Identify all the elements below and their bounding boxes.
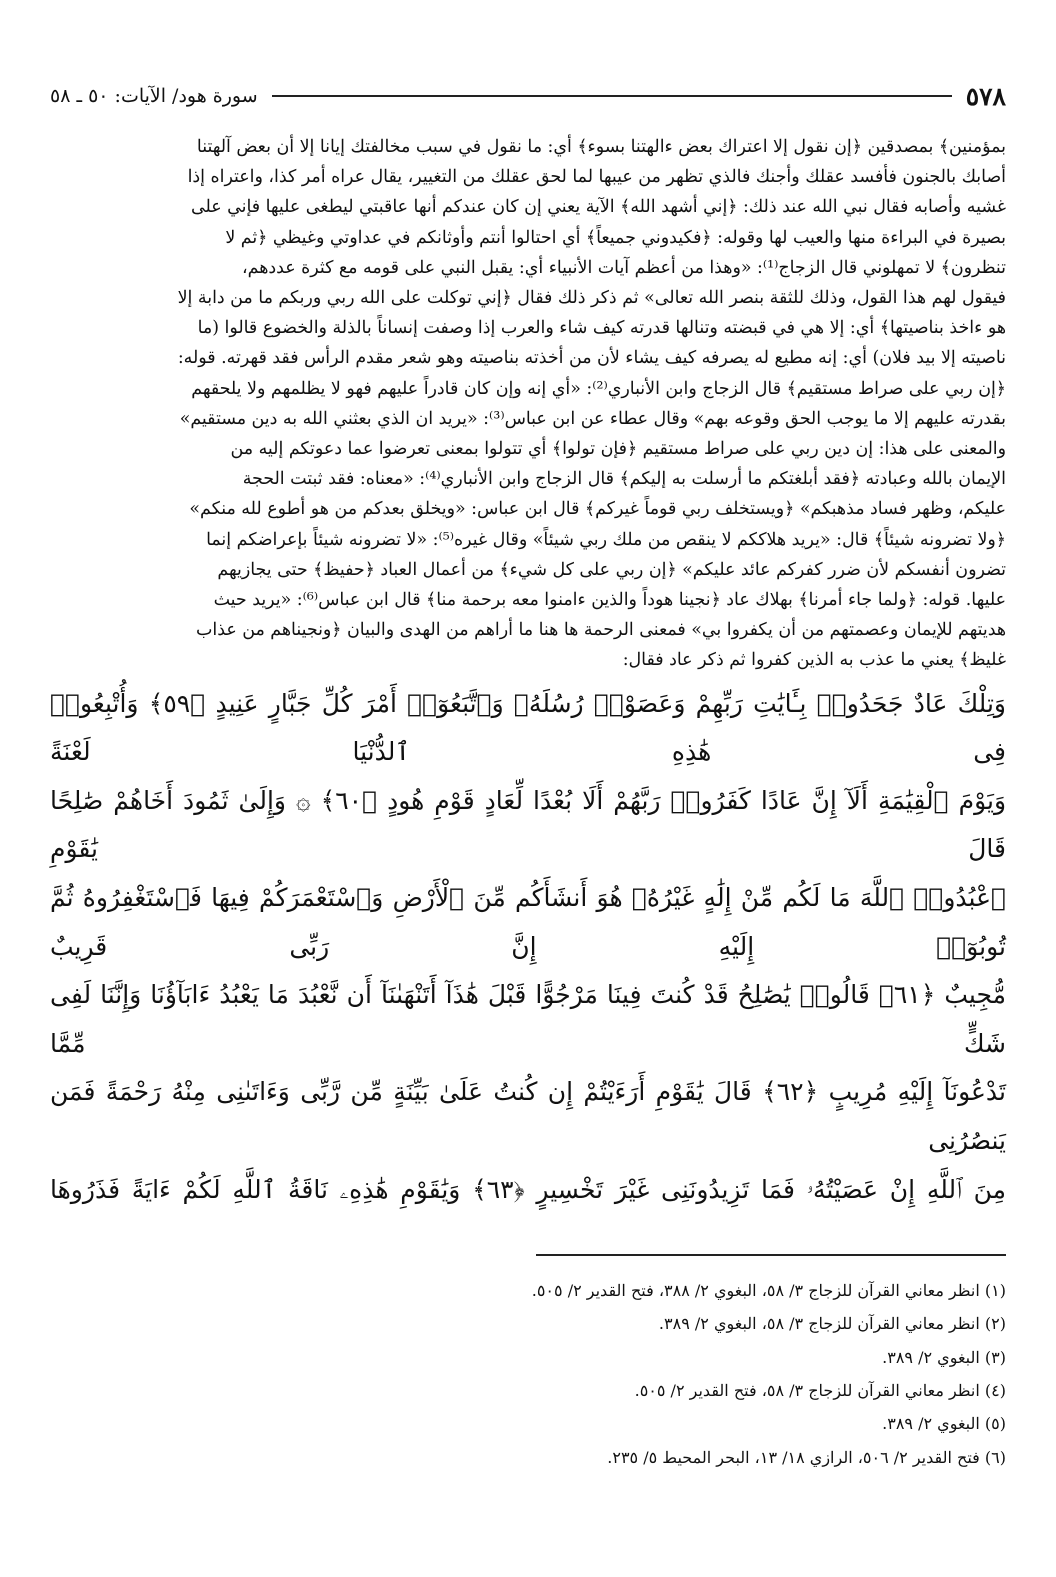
footnote-6: (٦) فتح القدير ٢/ ٥٠٦، الرازي ١٨/ ١٣، البحر المحيط ٥/ ٢٣٥.: [607, 1447, 1006, 1467]
footnote-5: (٥) البغوي ٢/ ٣٨٩.: [882, 1414, 1006, 1434]
footnote-1: (١) انظر معاني القرآن للزجاج ٣/ ٥٨، البغوي ٢/ ٣٨٨، فتح القدير ٢/ ٥٠٥.: [531, 1281, 1006, 1301]
page-header: [50, 78, 1006, 114]
quran-verses: وَتِلْكَ عَادٌ جَحَدُوا۟ بِـَٔايَٰتِ رَبِّهِمْ وَعَصَوْا۟ رُسُلَهُۥ وَٱتَّبَعُوٓا۟ أَمْرَ كُلِّ جَبَّارٍ عَنِيدٍ ﴿٥٩﴾ وَأُتْبِعُوا۟ فِى هَٰذِهِ ٱلدُّنْيَا لَعْنَةً وَيَوْمَ ٱلْقِيَٰمَةِ أَلَآ إِنَّ عَادًا كَفَرُوا۟ رَبَّهُمْ أَلَا بُعْدًا لِّعَادٍ قَوْمِ هُودٍ ﴿٦٠﴾ ۞ وَإِلَىٰ ثَمُودَ أَخَاهُمْ صَٰلِحًا قَالَ يَٰقَوْمِ ٱعْبُدُوا۟ ٱللَّهَ مَا لَكُم مِّنْ إِلَٰهٍ غَيْرُهُۥ هُوَ أَنشَأَكُم مِّنَ ٱلْأَرْضِ وَٱسْتَعْمَرَكُمْ فِيهَا فَٱسْتَغْفِرُوهُ ثُمَّ تُوبُوٓا۟ إِلَيْهِ إِنَّ رَبِّى قَرِيبٌ مُّجِيبٌ ﴿٦١﴾ قَالُوا۟ يَٰصَٰلِحُ قَدْ كُنتَ فِينَا مَرْجُوًّا قَبْلَ هَٰذَآ أَتَنْهَىٰنَآ أَن نَّعْبُدَ مَا يَعْبُدُ ءَابَآؤُنَا وَإِنَّنَا لَفِى شَكٍّ مِّمَّا تَدْعُونَآ إِلَيْهِ مُرِيبٍ ﴿٦٢﴾ قَالَ يَٰقَوْمِ أَرَءَيْتُمْ إِن كُنتُ عَلَىٰ بَيِّنَةٍ مِّن رَّبِّى وَءَاتَىٰنِى مِنْهُ رَحْمَةً فَمَن يَنصُرُنِى مِنَ ٱللَّهِ إِنْ عَصَيْتُهُۥ فَمَا تَزِيدُونَنِى غَيْرَ تَخْسِيرٍ ﴿٦٣﴾ وَيَٰقَوْمِ هَٰذِهِۦ نَاقَةُ ٱللَّهِ لَكُمْ ءَايَةً فَذَرُوهَا: [50, 688, 1007, 1204]
page-number: ٥٧٨: [965, 81, 1006, 111]
footnote-separator: [536, 1254, 1006, 1256]
footnotes: [50, 1274, 1006, 1474]
surah-title: سورة هود/ الآيات: ٥٠ ـ ٥٨: [50, 85, 258, 107]
footnote-4: (٤) انظر معاني القرآن للزجاج ٣/ ٥٨، فتح القدير ٢/ ٥٠٥.: [634, 1381, 1006, 1401]
header-rule: [272, 95, 952, 97]
footnote-2: (٢) انظر معاني القرآن للزجاج ٣/ ٥٨، البغوي ٢/ ٣٨٩.: [658, 1314, 1006, 1334]
commentary-text: بمؤمنين﴾ بمصدقين ﴿إن نقول إلا اعتراك بعض ءالهتنا بسوء﴾ أي: ما نقول في سبب مخالفتك إيانا إلا أن بعض آلهتنا أصابك بالجنون فأفسد عقلك وأجنك فالذي تظهر من عيبها لما لحق عقلك من التغيير، يقال عراه أمر كذا، واعتراه إذا غشيه وأصابه فقال نبي الله عند ذلك: ﴿إني أشهد الله﴾ الآية يعني إن كان عندكم أنها عاقبتي ليطغى عليها فإني على بصيرة في البراءة منها والعيب لها وقوله: ﴿فكيدوني جميعاً﴾ أي احتالوا أنتم وأوثانكم في عداوتي وغيظي ﴿ثم لا تنظرون﴾ لا تمهلوني قال الزجاج⁽¹⁾: «وهذا من أعظم آيات الأنبياء أي: يقبل النبي على قومه مع كثرة عددهم، فيقول لهم هذا القول، وذلك للثقة بنصر الله تعالى» ثم ذكر ذلك فقال ﴿إني توكلت على الله ربي وربكم ما من دابة إلا هو ءاخذ بناصيتها﴾ أي: إلا هي في قبضته وتنالها قدرته كيف شاء والعرب إذا وصفت إنساناً بالذلة والخضوع قالوا (ما ناصيته إلا بيد فلان) أي: إنه مطيع له يصرفه كيف يشاء لأن من أخذته بناصيته وهو شعر مقدم الرأس فقد قهرته. قوله: ﴿إن ربي على صراط مستقيم﴾ قال الزجاج وابن الأنباري⁽²⁾: «أي إنه وإن كان قادراً عليهم فهو لا يظلمهم ولا يلحقهم بقدرته عليهم إلا ما يوجب الحق وقوعه بهم» وقال عطاء عن ابن عباس⁽³⁾: «يريد ان الذي بعثني الله به دين مستقيم» والمعنى على هذا: إن دين ربي على صراط مستقيم ﴿فإن تولوا﴾ أي تتولوا بمعنى تعرضوا عما دعوتكم إليه من الإيمان بالله وعبادته ﴿فقد أبلغتكم ما أرسلت به إليكم﴾ قال الزجاج وابن الأنباري⁽⁴⁾: «معناه: فقد ثبتت الحجة عليكم، وظهر فساد مذهبكم» ﴿ويستخلف ربي قوماً غيركم﴾ قال ابن عباس: «ويخلق بعدكم من هو أطوع لله منكم» ﴿ولا تضرونه شيئاً﴾ قال: «يريد هلاككم لا ينقص من ملك ربي شيئاً» وقال غيره⁽⁵⁾: «لا تضرونه شيئاً بإعراضكم إنما تضرون أنفسكم لأن ضرر كفركم عائد عليكم» ﴿إن ربي على كل شيء﴾ من أعمال العباد ﴿حفيظ﴾ حتى يجازيهم عليها. قوله: ﴿ولما جاء أمرنا﴾ بهلاك عاد ﴿نجينا هوداً والذين ءامنوا معه برحمة منا﴾ قال ابن عباس⁽⁶⁾: «يريد حيث هديتهم للإيمان وعصمتهم من أن يكفروا بي» فمعنى الرحمة ها هنا ما أراهم من الهدى والبيان ﴿ونجيناهم من عذاب غليظ﴾ يعني ما عذب به الذين كفروا ثم ذكر عاد فقال:: [177, 137, 1006, 671]
footnote-3: (٣) البغوي ٢/ ٣٨٩.: [882, 1347, 1006, 1367]
